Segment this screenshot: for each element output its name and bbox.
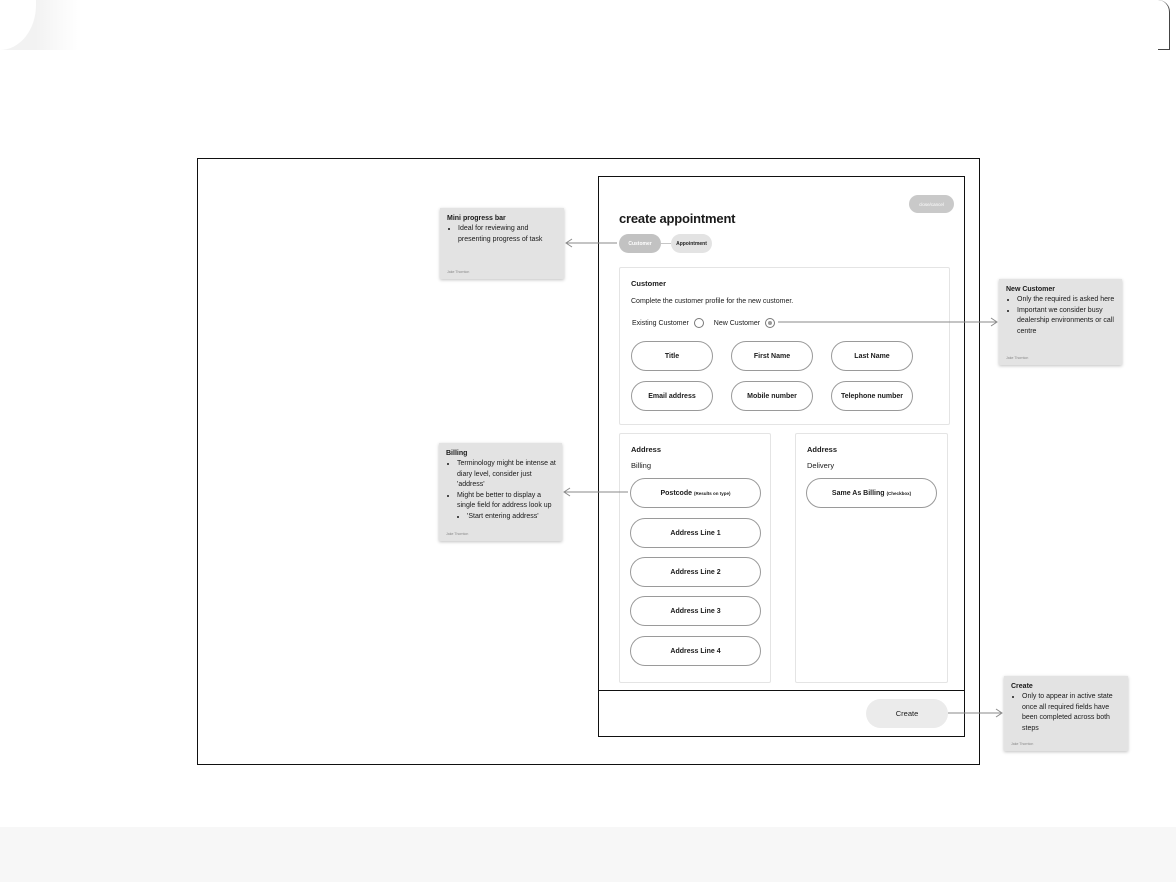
address-line-1-field[interactable]: Address Line 1 — [630, 518, 761, 548]
note-billing-bullet — [457, 491, 556, 523]
last-name-field[interactable]: Last Name — [831, 341, 913, 371]
address-line-3-field[interactable]: Address Line 3 — [630, 596, 761, 626]
note-billing-author: Jake Thornton — [446, 532, 469, 536]
address-line-4-field[interactable]: Address Line 4 — [630, 636, 761, 666]
delivery-card-title: Address — [807, 445, 838, 454]
same-as-billing-hint: (Checkbox) — [886, 490, 912, 496]
existing-customer-radio[interactable] — [694, 318, 704, 328]
telephone-number-field[interactable]: Telephone number — [831, 381, 913, 411]
create-button[interactable]: Create — [866, 699, 948, 728]
new-customer-radio[interactable] — [765, 318, 775, 328]
customer-card-title: Customer — [631, 279, 667, 288]
delivery-card-subtitle: Delivery — [807, 461, 835, 470]
note-new-customer-bullet: • Only the required is asked here — [1017, 295, 1116, 306]
existing-customer-label: Existing Customer — [632, 319, 689, 327]
customer-card — [619, 267, 950, 425]
note-create-author: Jake Thornton — [1011, 742, 1034, 746]
note-billing — [439, 443, 562, 541]
step-connector — [661, 243, 671, 244]
note-progress-bar — [440, 208, 564, 279]
note-new-customer-title: New Customer — [1006, 286, 1056, 293]
arrowhead-create-icon — [996, 709, 1002, 717]
note-create-bullet: • Only to appear in active state once all required fields have been completed across both steps — [1022, 692, 1122, 734]
note-progress-author: Jake Thornton — [447, 270, 470, 274]
postcode-label: Postcode — [660, 489, 692, 497]
first-name-field[interactable]: First Name — [731, 341, 813, 371]
customer-card-description: Complete the customer profile for the new customer. — [631, 298, 794, 305]
delivery-address-card — [795, 433, 948, 683]
billing-card-subtitle: Billing — [631, 461, 652, 470]
modal-title: create appointment — [619, 211, 736, 226]
mobile-number-field[interactable]: Mobile number — [731, 381, 813, 411]
title-field[interactable]: Title — [631, 341, 713, 371]
customer-type-radio-group — [632, 318, 785, 328]
billing-address-card — [619, 433, 771, 683]
note-new-customer-bullet: • Important we consider busy dealership environments or call centre — [1017, 306, 1116, 338]
new-customer-label: New Customer — [713, 319, 761, 327]
address-line-2-field[interactable]: Address Line 2 — [630, 557, 761, 587]
modal-footer-divider — [599, 690, 964, 691]
email-field[interactable]: Email address — [631, 381, 713, 411]
same-as-billing-checkbox[interactable] — [806, 478, 937, 508]
same-as-billing-label: Same As Billing — [831, 489, 885, 497]
billing-card-title: Address — [631, 445, 662, 454]
postcode-hint: (Results on type) — [694, 490, 731, 496]
note-create — [1004, 676, 1128, 751]
note-progress-bullet: • Ideal for reviewing and presenting progress of task — [458, 224, 558, 245]
note-billing-sub-bullet: • 'Start entering address' — [467, 512, 556, 523]
step-customer[interactable]: Customer — [619, 234, 661, 253]
footer-band — [0, 827, 1176, 882]
note-billing-bullet: • Terminology might be intense at diary level, consider just 'address' — [457, 459, 556, 491]
postcode-field[interactable] — [630, 478, 761, 508]
note-billing-bullet-text: Might be better to display a single field for address look up — [457, 491, 552, 510]
note-new-customer-author: Jake Thornton — [1006, 356, 1029, 360]
step-appointment[interactable]: Appointment — [671, 234, 712, 253]
create-appointment-modal — [598, 176, 965, 737]
note-new-customer — [999, 279, 1122, 365]
browser-tab-left — [0, 0, 78, 50]
note-create-title: Create — [1011, 683, 1033, 690]
note-progress-title: Mini progress bar — [447, 215, 506, 222]
note-billing-title: Billing — [446, 450, 468, 457]
browser-tab-right — [1158, 0, 1170, 50]
close-cancel-button[interactable]: close/cancel — [909, 195, 954, 213]
arrowhead-new-customer-icon — [991, 318, 997, 326]
